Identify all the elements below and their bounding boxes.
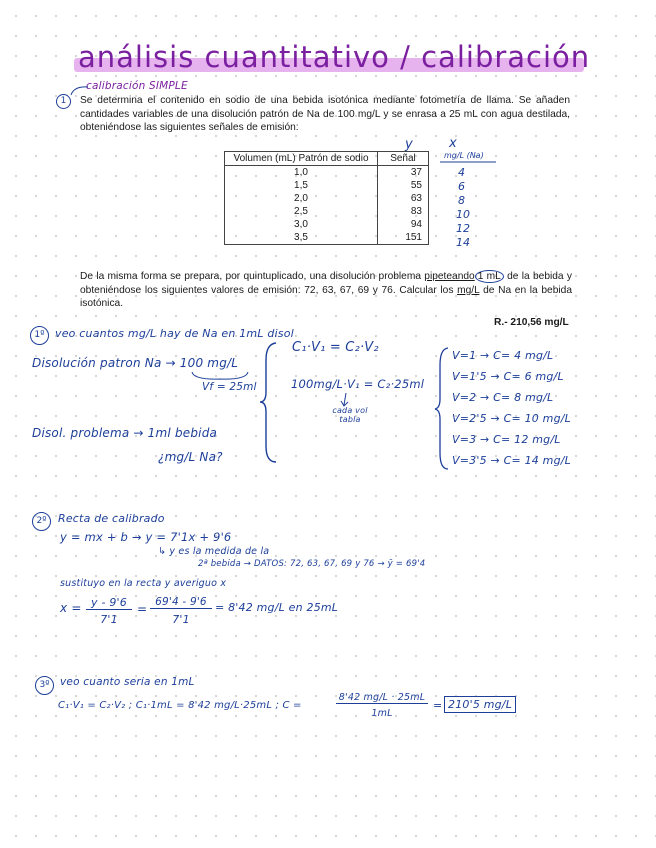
step3-number: 3º	[35, 676, 54, 695]
circled-volume: 1 mL	[475, 270, 504, 283]
step3-frac-den: 1mL	[371, 708, 393, 719]
patron-line: Disolución patron Na → 100 mg/L	[32, 356, 239, 370]
step2-line4: sustituyo en la recta y averiguo x	[60, 578, 227, 589]
step2-line1: y = mx + b → y = 7'1x + 9'6	[60, 530, 232, 544]
left-brace	[258, 340, 280, 465]
x-label: x	[449, 136, 457, 151]
eq-sign: =	[137, 602, 148, 616]
formula-2: 100mg/L·V₁ = C₂·25ml	[291, 377, 425, 391]
step3-eq: C₁·V₁ = C₂·V₂ ; C₁·1mL = 8'42 mg/L·25mL ; C =	[58, 700, 302, 711]
table-row: 1,0 37	[225, 166, 429, 180]
frac2-num: 69'4 - 9'6	[150, 596, 212, 609]
x-value: 8	[458, 194, 465, 207]
table-row: 3,0 94	[225, 218, 429, 231]
y-label: y	[405, 137, 413, 152]
frac1-num: y - 9'6	[86, 596, 132, 610]
table-row: 3,5 151	[225, 231, 429, 245]
formula: C₁·V₁ = C₂·V₂	[292, 340, 379, 355]
question: ¿mg/L Na?	[158, 450, 223, 464]
problem-intro: Se determina el contenido en sodio de una bebida isotónica mediante fotometría de llama. Se añaden cantidades variables de una disolución patrón de Na de 100 mg/L y se enrasa a 25 mL con agua destilada, obteniéndose las siguientes señales de emisión:	[80, 95, 570, 134]
problem-number-circle: 1	[56, 94, 71, 109]
final-answer: 210'5 mg/L	[444, 696, 516, 713]
table-row: 2,0 63	[225, 192, 429, 205]
x-value: 4	[458, 166, 465, 179]
subtitle: calibración SIMPLE	[86, 80, 188, 92]
table-row: 2,5 83	[225, 205, 429, 218]
step1-number: 1º	[30, 326, 49, 345]
x-value: 10	[456, 208, 470, 221]
right-brace	[434, 345, 452, 473]
problem-text-2: De la misma forma se prepara, por quintuplicado, una disolución problema pipeteando 1 mL de la bebida y obteniéndose los siguientes valores de emisión: 72, 63, 67, 69 y 76. Calcular los mg/L de Na en la bebida isotónica.	[80, 271, 572, 310]
table-row: 1,5 55	[225, 179, 429, 192]
frac1-den: 7'1	[100, 613, 118, 626]
step2-number: 2º	[32, 512, 51, 531]
x-value: 6	[458, 180, 465, 193]
x-value: 14	[456, 236, 470, 249]
step3-eq-sign: =	[433, 699, 443, 712]
result-line: V=2'5 → C= 10 mg/L	[452, 412, 571, 425]
result-line: V=3 → C= 12 mg/L	[452, 433, 561, 446]
step2-line3: 2ª bebida → DATOS: 72, 63, 67, 69 y 76 → ȳ = 69'4	[198, 559, 426, 569]
frac2-den: 7'1	[172, 613, 190, 626]
vf-label: Vf = 25ml	[202, 381, 257, 393]
step1-heading: veo cuantos mg/L hay de Na en 1mL disol	[55, 327, 294, 340]
step2-heading: Recta de calibrado	[58, 512, 165, 525]
result-line: V=3'5 → C= 14 mg/L	[452, 454, 571, 467]
answer: R.- 210,56 mg/L	[494, 317, 569, 328]
result-line: V=1 → C= 4 mg/L	[452, 349, 554, 362]
note: cada vol tabla	[332, 406, 368, 424]
signal-table	[224, 151, 429, 245]
page-title: análisis cuantitativo / calibración	[78, 40, 591, 74]
step2-line2: ↳ y es la medida de la	[158, 546, 270, 557]
x-eq: x =	[60, 601, 82, 615]
x-value: 12	[456, 222, 470, 235]
x-underline	[440, 160, 498, 164]
table-header-signal: Señal	[378, 152, 429, 166]
x-units: mg/L (Na)	[444, 151, 484, 160]
step3-heading: veo cuanto seria en 1mL	[60, 676, 195, 688]
problema-line: Disol. problema → 1ml bebida	[32, 426, 218, 440]
step2-result: = 8'42 mg/L en 25mL	[215, 601, 339, 614]
step3-frac-num: 8'42 mg/L · 25mL	[336, 692, 428, 704]
result-line: V=1'5 → C= 6 mg/L	[452, 370, 564, 383]
table-header-volume: Volumen (mL) Patrón de sodio	[225, 152, 378, 166]
result-line: V=2 → C= 8 mg/L	[452, 391, 554, 404]
